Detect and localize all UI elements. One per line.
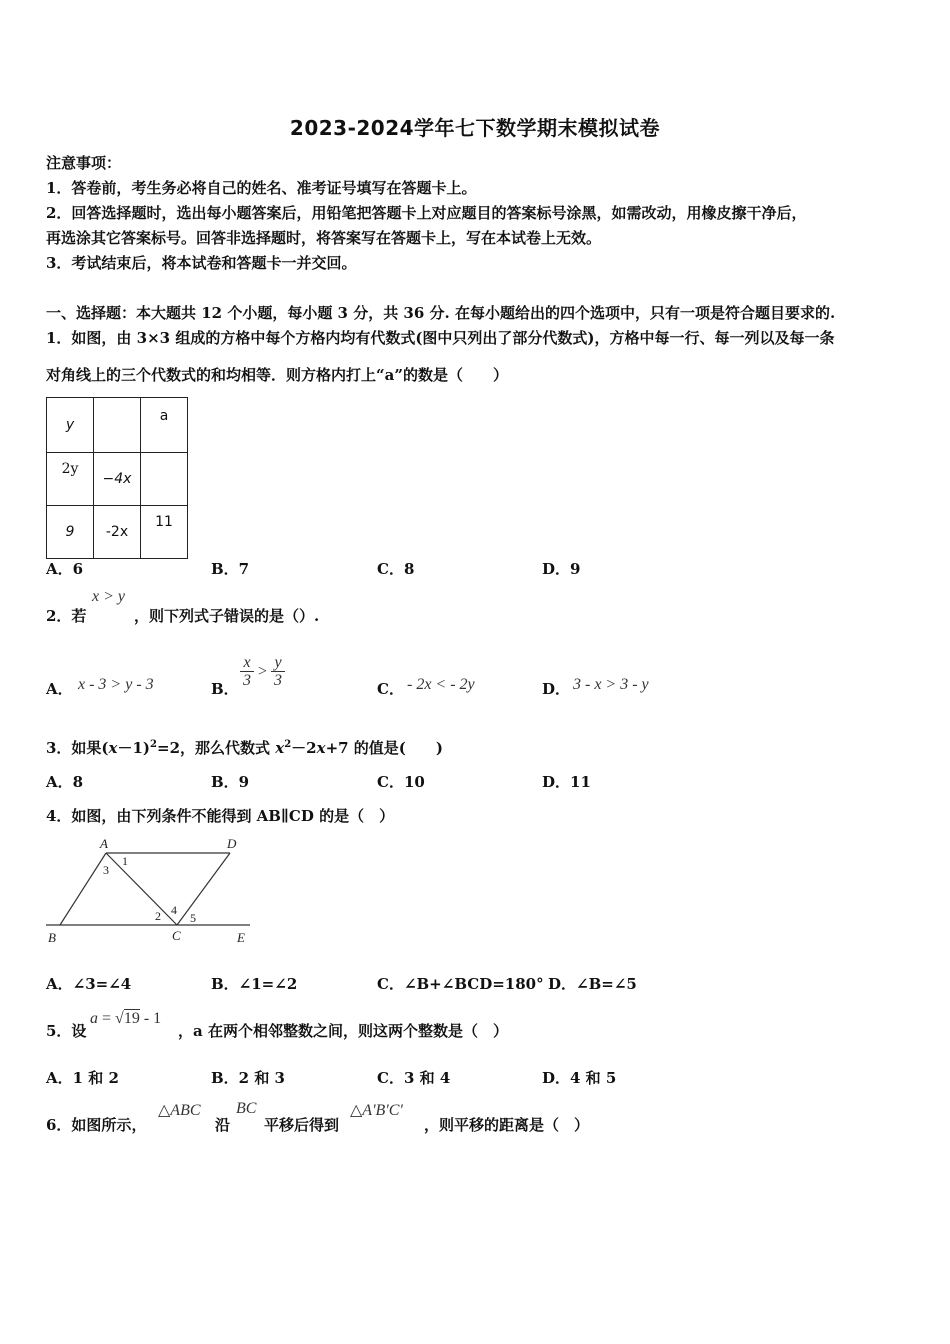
grid-cell: -2x xyxy=(94,506,141,559)
notice-item: 3．考试结束后，将本试卷和答题卡一并交回。 xyxy=(46,254,357,272)
page-title: 2023-2024学年七下数学期末模拟试卷 xyxy=(289,116,661,140)
q1-text: 对角线上的三个代数式的和均相等．则方格内打上“a”的数是（ ） xyxy=(46,366,508,384)
q6-mid: 平移后得到 xyxy=(264,1116,340,1134)
q3-var: x xyxy=(108,739,118,757)
grid-cell: y xyxy=(47,398,94,453)
grid-cell: 11 xyxy=(141,506,188,559)
magic-square-grid xyxy=(46,397,188,559)
label-c: C xyxy=(172,928,181,943)
q5-eq: = xyxy=(102,1010,112,1027)
q2-option-c: - 2x < - 2y xyxy=(407,676,475,693)
q4-option-a: A．∠3=∠4 xyxy=(46,975,132,993)
q3-option-c: C．10 xyxy=(377,773,425,791)
label-d: D xyxy=(227,836,237,851)
q4-option-c: C．∠B+∠BCD=180° xyxy=(377,975,544,993)
q3-var: x xyxy=(275,739,285,757)
operator: > xyxy=(258,662,268,680)
q3-text xyxy=(46,737,443,758)
notice-item: 1．答卷前，考生务必将自己的姓名、准考证号填写在答题卡上。 xyxy=(46,179,477,197)
q5-option-a: A．1 和 2 xyxy=(46,1069,119,1087)
angle-label-4: 4 xyxy=(171,903,177,917)
q3-option-b: B．9 xyxy=(211,773,250,791)
denominator: 3 xyxy=(274,672,283,689)
q5-option-d: D．4 和 5 xyxy=(542,1069,617,1087)
angle-label-2: 2 xyxy=(155,909,161,923)
q2-condition: x > y xyxy=(92,588,125,605)
numerator: x xyxy=(243,654,251,671)
angle-label-3: 3 xyxy=(103,863,109,877)
q5-var: a xyxy=(90,1010,98,1027)
q3-part: －1) xyxy=(117,739,151,757)
label-b: B xyxy=(48,930,56,945)
q2-suffix: ，则下列式子错误的是（）. xyxy=(134,607,320,625)
label-e: E xyxy=(237,930,245,945)
grid-cell: −4x xyxy=(94,453,141,506)
q5-option-c: C．3 和 4 xyxy=(377,1069,451,1087)
segment-dc xyxy=(177,853,230,925)
q1-option-a: A．6 xyxy=(46,560,84,578)
angle-label-1: 1 xyxy=(122,854,128,868)
section-heading: 一、选择题：本大题共 12 个小题，每小题 3 分，共 36 分. 在每小题给出的四个选项中，只有一项是符合题目要求的. xyxy=(46,304,836,322)
label-a: A xyxy=(100,836,108,851)
segment-ab xyxy=(60,853,106,925)
notice-item: 2．回答选择题时，选出每小题答案后，用铅笔把答题卡上对应题目的答案标号涂黑，如需改动，用橡皮擦干净后， xyxy=(46,204,807,222)
grid-cell xyxy=(94,398,141,453)
q3-part: +7 的值是( ) xyxy=(325,739,443,757)
numerator: y xyxy=(274,654,282,671)
q2-option-a: x - 3 > y - 3 xyxy=(78,676,154,693)
q5-minus-one: - 1 xyxy=(139,1010,162,1027)
q2-option-d: 3 - x > 3 - y xyxy=(573,676,649,693)
q5-expression xyxy=(90,1010,161,1028)
fraction xyxy=(240,654,254,689)
denominator: 3 xyxy=(243,672,251,689)
q6-segment-bc: BC xyxy=(236,1100,257,1117)
q4-text: 4．如图，由下列条件不能得到 AB∥CD 的是（ ） xyxy=(46,807,395,825)
q1-option-d: D．9 xyxy=(542,560,581,578)
q3-exponent: 2 xyxy=(150,739,158,750)
grid-cell xyxy=(141,453,188,506)
q5-suffix: ，a 在两个相邻整数之间，则这两个整数是（ ） xyxy=(178,1022,508,1040)
segment-ac xyxy=(106,853,177,925)
q2-option-b xyxy=(240,654,285,689)
q5-prefix: 5．设 xyxy=(46,1022,87,1040)
q6-triangle-abc: △ABC xyxy=(158,1102,201,1119)
q2-label-d: D． xyxy=(542,680,571,698)
q3-part: =2，那么代数式 xyxy=(157,739,276,757)
radicand: 19 xyxy=(123,1010,140,1027)
grid-cell: a xyxy=(141,398,188,453)
fraction xyxy=(271,654,285,689)
grid-cell: 2y xyxy=(47,453,94,506)
angle-label-5: 5 xyxy=(190,911,196,925)
parallelogram-figure xyxy=(40,832,260,950)
q3-part: 3．如果( xyxy=(46,739,109,757)
q1-text: 1．如图，由 3×3 组成的方格中每个方格内均有代数式(图中只列出了部分代数式)，方格中每一行、每一列以及每一条 xyxy=(46,329,835,347)
notice-heading: 注意事项： xyxy=(46,154,122,172)
q1-option-c: C．8 xyxy=(377,560,415,578)
q6-prefix: 6．如图所示， xyxy=(46,1116,147,1134)
q3-part: －2 xyxy=(291,739,317,757)
q5-option-b: B．2 和 3 xyxy=(211,1069,285,1087)
q6-suffix: ，则平移的距离是（ ） xyxy=(424,1116,590,1134)
notice-item: 再选涂其它答案标号。回答非选择题时，将答案写在答题卡上，写在本试卷上无效。 xyxy=(46,229,602,247)
sqrt-symbol: √ xyxy=(115,1010,124,1027)
q3-exponent: 2 xyxy=(284,739,292,750)
grid-cell: 9 xyxy=(47,506,94,559)
q4-option-d: D．∠B=∠5 xyxy=(548,975,637,993)
q1-option-b: B．7 xyxy=(211,560,250,578)
q6-along: 沿 xyxy=(215,1116,231,1134)
q2-label-b: B． xyxy=(211,680,239,698)
q3-option-d: D．11 xyxy=(542,773,591,791)
q3-option-a: A．8 xyxy=(46,773,84,791)
q2-label-c: C． xyxy=(377,680,404,698)
q6-triangle-prime: △A'B'C' xyxy=(350,1102,403,1119)
q2-prefix: 2．若 xyxy=(46,607,87,625)
q2-label-a: A． xyxy=(46,680,73,698)
q4-option-b: B．∠1=∠2 xyxy=(211,975,298,993)
q3-var: x xyxy=(316,739,326,757)
